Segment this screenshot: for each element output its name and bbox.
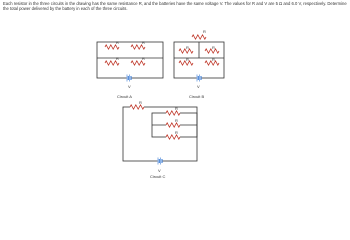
resistor-label: R <box>142 56 145 61</box>
battery-label: V <box>197 84 200 89</box>
resistor-c-top <box>166 111 180 115</box>
resistor-label: R <box>175 118 178 123</box>
resistor-zigzag <box>105 61 119 65</box>
resistor-label: R <box>203 29 206 34</box>
resistor-label: R <box>175 130 178 135</box>
resistor-c-left <box>130 105 144 109</box>
circuit-b <box>174 29 224 99</box>
resistor-b-top <box>192 35 206 39</box>
resistor-label: R <box>116 56 119 61</box>
resistor-a-top-right <box>131 45 145 49</box>
resistor-label: R <box>186 45 189 50</box>
resistor-zigzag <box>192 35 206 39</box>
battery-label: V <box>128 84 131 89</box>
circuit-c-outer-wire <box>123 107 197 161</box>
resistor-zigzag <box>105 45 119 49</box>
resistor-label: R <box>212 57 215 62</box>
problem-statement: Each resistor in the three circuits in the drawing has the same resistance R, and the batteries have the same voltage V. The values for R and V are 5 Ω and 6.0 V, respectively. Determine the total power delivered by the battery in each of the three circuits. <box>3 1 347 11</box>
battery-c <box>158 158 163 165</box>
caption-circuit-b: Circuit B <box>189 94 205 99</box>
battery-b <box>197 75 202 82</box>
caption-circuit-c: Circuit C <box>150 174 166 179</box>
resistor-zigzag <box>131 61 145 65</box>
resistor-zigzag <box>131 45 145 49</box>
resistor-label: R <box>142 40 145 45</box>
battery-label: V <box>158 168 161 173</box>
resistor-zigzag <box>166 123 180 127</box>
circuit-c <box>123 100 197 179</box>
resistor-zigzag <box>130 105 144 109</box>
caption-circuit-a: Circuit A <box>117 94 132 99</box>
resistor-a-mid-right <box>131 61 145 65</box>
resistor-label: R <box>212 45 215 50</box>
resistor-label: R <box>139 100 142 105</box>
resistor-label: R <box>175 106 178 111</box>
resistor-c-mid <box>166 123 180 127</box>
battery-a <box>127 75 132 82</box>
resistor-a-mid-left <box>105 61 119 65</box>
circuit-a <box>97 40 163 99</box>
resistor-zigzag <box>166 135 180 139</box>
resistor-a-top-left <box>105 45 119 49</box>
resistor-zigzag <box>166 111 180 115</box>
resistor-label: R <box>186 57 189 62</box>
resistor-c-bottom <box>166 135 180 139</box>
resistor-label: R <box>116 40 119 45</box>
